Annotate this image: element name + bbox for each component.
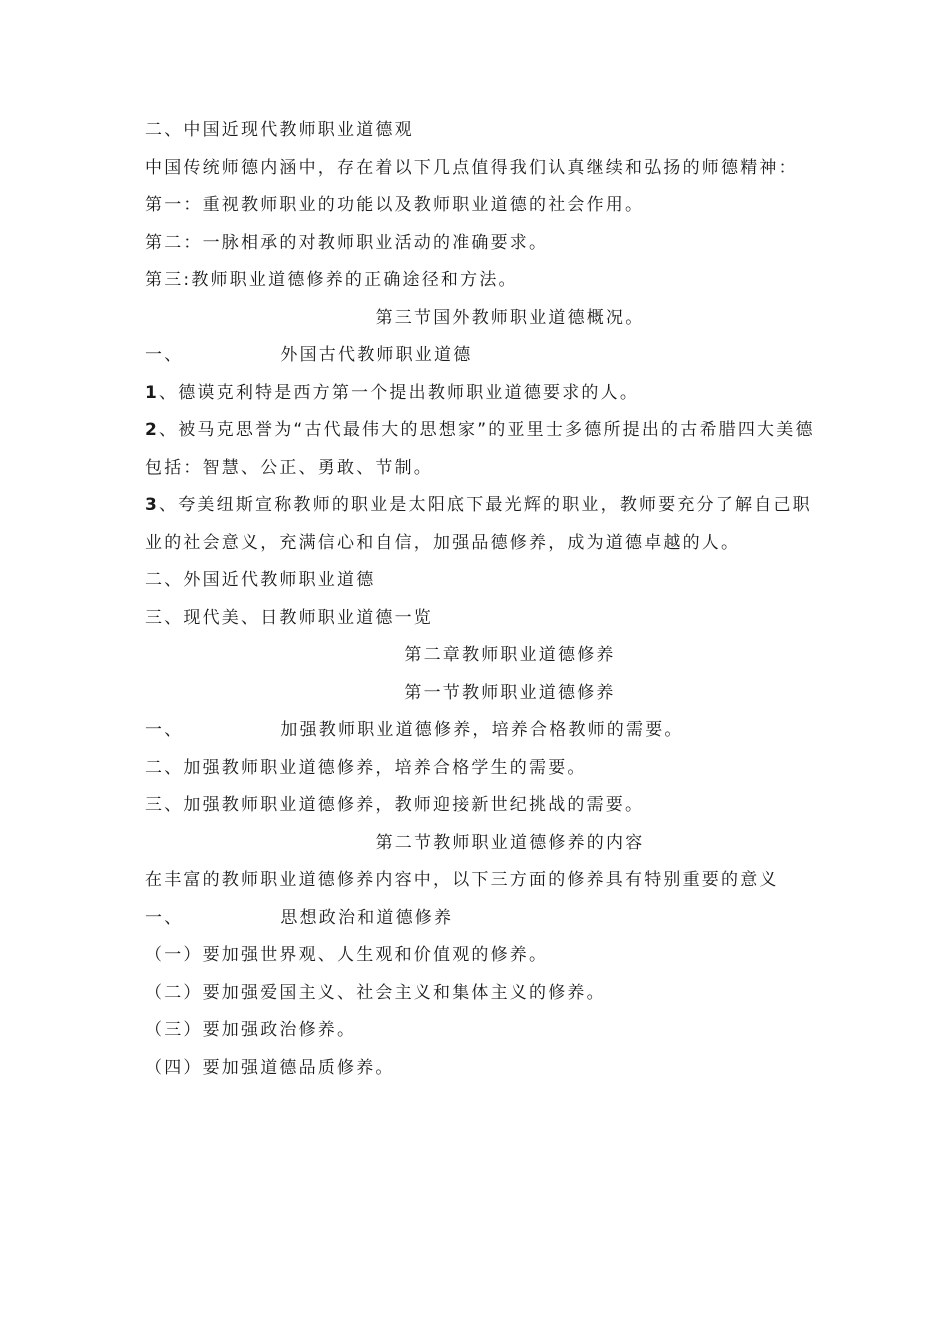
heading-prefix: 一、 — [145, 907, 184, 928]
list-item: （四）要加强道德品质修养。 — [145, 1057, 395, 1078]
section-title: 第二节教师职业道德修养的内容 — [375, 832, 645, 853]
paragraph: 中国传统师德内涵中，存在着以下几点值得我们认真继续和弘扬的师德精神： — [145, 157, 798, 178]
heading-prefix: 一、 — [145, 345, 184, 365]
item-text: 、被马克思誉为“古代最伟大的思想家”的亚里士多德所提出的古希腊四大美德包括：智慧、公正、勇敢、节制。 — [145, 420, 815, 478]
paragraph: 在丰富的教师职业道德修养内容中，以下三方面的修养具有特别重要的意义 — [145, 870, 779, 890]
section-heading: 二、外国近代教师职业道德 — [145, 570, 376, 590]
heading-prefix: 一、 — [145, 720, 184, 740]
numbered-item — [145, 487, 815, 562]
section-title: 第三节国外教师职业道德概况。 — [375, 307, 645, 328]
list-item: 第三:教师职业道德修养的正确途径和方法。 — [145, 270, 518, 290]
section-heading — [145, 712, 815, 750]
item-text: 、夸美纽斯宣称教师的职业是太阳底下最光辉的职业，教师要充分了解自己职业的社会意义，充满信心和自信，加强品德修养，成为道德卓越的人。 — [145, 495, 812, 553]
section-heading: 三、现代美、日教师职业道德一览 — [145, 607, 433, 628]
section-heading — [145, 337, 815, 375]
heading-text: 外国古代教师职业道德 — [280, 345, 473, 365]
list-item: 第二：一脉相承的对教师职业活动的准确要求。 — [145, 232, 549, 253]
item-text: 、德谟克利特是西方第一个提出教师职业道德要求的人。 — [159, 382, 640, 403]
section-heading: 二、加强教师职业道德修养，培养合格学生的需要。 — [145, 757, 587, 778]
list-item: （一）要加强世界观、人生观和价值观的修养。 — [145, 945, 549, 965]
section-title: 第一节教师职业道德修养 — [404, 682, 616, 703]
heading-text: 思想政治和道德修养 — [280, 907, 454, 928]
list-item: （三）要加强政治修养。 — [145, 1020, 357, 1040]
item-number: 2 — [145, 420, 160, 440]
list-item: （二）要加强爱国主义、社会主义和集体主义的修养。 — [145, 982, 606, 1003]
section-heading: 三、加强教师职业道德修养，教师迎接新世纪挑战的需要。 — [145, 795, 645, 815]
section-heading — [145, 900, 815, 938]
document-body — [145, 112, 815, 1087]
numbered-item — [145, 375, 815, 413]
section-heading: 二、中国近现代教师职业道德观 — [145, 120, 414, 140]
item-number: 3 — [145, 495, 160, 515]
item-number: 1 — [145, 382, 160, 403]
chapter-title: 第二章教师职业道德修养 — [404, 645, 616, 665]
heading-text: 加强教师职业道德修养，培养合格教师的需要。 — [280, 720, 684, 740]
list-item: 第一：重视教师职业的功能以及教师职业道德的社会作用。 — [145, 195, 645, 215]
numbered-item — [145, 412, 815, 487]
